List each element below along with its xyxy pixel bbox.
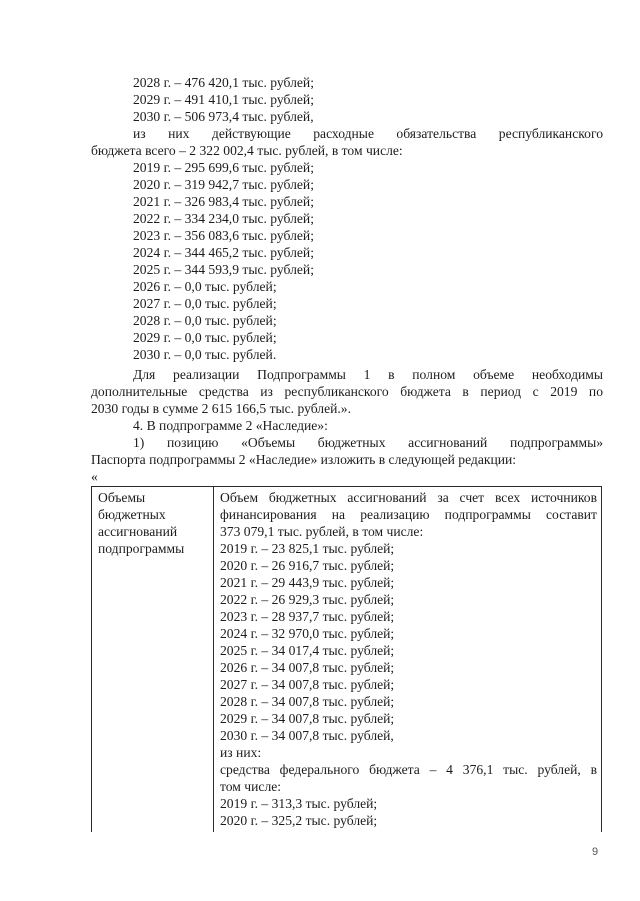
value-line: 2027 г. – 34 007,8 тыс. рублей;: [220, 677, 395, 692]
value-line: 2021 г. – 29 443,9 тыс. рублей;: [220, 575, 395, 590]
page-number: 9: [592, 846, 599, 858]
paragraph-line: Для реализации Подпрограммы 1 в полном объеме необходимы: [133, 367, 603, 382]
text-line: 2028 г. – 0,0 тыс. рублей;: [133, 313, 277, 328]
value-line: 2020 г. – 26 916,7 тыс. рублей;: [220, 558, 395, 573]
paragraph-line: 1) позицию «Объемы бюджетных ассигнований подпрограммы»: [133, 435, 603, 450]
budget-table: [91, 486, 602, 832]
text-line: 2025 г. – 344 593,9 тыс. рублей;: [133, 262, 314, 277]
text-line: 2020 г. – 319 942,7 тыс. рублей;: [133, 177, 314, 192]
text-line: 2029 г. – 0,0 тыс. рублей;: [133, 330, 277, 345]
paragraph-line: дополнительные средства из республиканского бюджета в период с 2019 по: [91, 384, 603, 399]
value-line: 2019 г. – 313,3 тыс. рублей;: [220, 796, 378, 811]
text-line: 2021 г. – 326 983,4 тыс. рублей;: [133, 194, 314, 209]
value-line: из них:: [220, 745, 262, 760]
value-line: финансирования на реализацию подпрограммы составит: [220, 507, 597, 522]
value-line: 2025 г. – 34 017,4 тыс. рублей;: [220, 643, 395, 658]
text-line: 2027 г. – 0,0 тыс. рублей;: [133, 296, 277, 311]
text-line: 2026 г. – 0,0 тыс. рублей;: [133, 279, 277, 294]
text-line: 2030 г. – 506 973,4 тыс. рублей,: [133, 109, 314, 124]
value-line: Объем бюджетных ассигнований за счет всех источников: [220, 490, 597, 505]
text-line: 2028 г. – 476 420,1 тыс. рублей;: [133, 75, 314, 90]
label-line: Объемы: [98, 490, 146, 505]
opening-quote: «: [91, 469, 98, 484]
value-line: средства федерального бюджета – 4 376,1 тыс. рублей, в: [220, 762, 597, 777]
value-line: 2023 г. – 28 937,7 тыс. рублей;: [220, 609, 395, 624]
value-line: 2029 г. – 34 007,8 тыс. рублей;: [220, 711, 395, 726]
text-line: 2024 г. – 344 465,2 тыс. рублей;: [133, 245, 314, 260]
label-line: ассигнований: [98, 524, 178, 539]
value-line: 2026 г. – 34 007,8 тыс. рублей;: [220, 660, 395, 675]
value-line: 2020 г. – 325,2 тыс. рублей;: [220, 813, 378, 828]
value-line: 2030 г. – 34 007,8 тыс. рублей,: [220, 728, 394, 743]
table-value-cell: [220, 489, 597, 829]
value-line: том числе:: [220, 779, 282, 794]
value-line: 2028 г. – 34 007,8 тыс. рублей;: [220, 694, 395, 709]
paragraph-line: из них действующие расходные обязательства республиканского: [133, 126, 603, 141]
value-line: 2019 г. – 23 825,1 тыс. рублей;: [220, 541, 395, 556]
text-line: 2022 г. – 334 234,0 тыс. рублей;: [133, 211, 314, 226]
paragraph-line: Паспорта подпрограммы 2 «Наследие» изложить в следующей редакции:: [91, 452, 517, 467]
paragraph-line: 2030 годы в сумме 2 615 166,5 тыс. рублей.».: [91, 401, 351, 416]
text-line: 2019 г. – 295 699,6 тыс. рублей;: [133, 160, 314, 175]
table-label-cell: [98, 489, 210, 557]
value-line: 2024 г. – 32 970,0 тыс. рублей;: [220, 626, 395, 641]
label-line: подпрограммы: [98, 541, 185, 556]
value-line: 2022 г. – 26 929,3 тыс. рублей;: [220, 592, 395, 607]
paragraph-line: бюджета всего – 2 322 002,4 тыс. рублей, в том числе:: [91, 143, 403, 158]
section-heading: 4. В подпрограмме 2 «Наследие»:: [133, 418, 328, 433]
label-line: бюджетных: [98, 507, 166, 522]
table-column-divider: [213, 487, 214, 832]
text-line: 2029 г. – 491 410,1 тыс. рублей;: [133, 92, 314, 107]
text-line: 2030 г. – 0,0 тыс. рублей.: [133, 347, 277, 362]
value-line: 373 079,1 тыс. рублей, в том числе:: [220, 524, 424, 539]
text-line: 2023 г. – 356 083,6 тыс. рублей;: [133, 228, 314, 243]
